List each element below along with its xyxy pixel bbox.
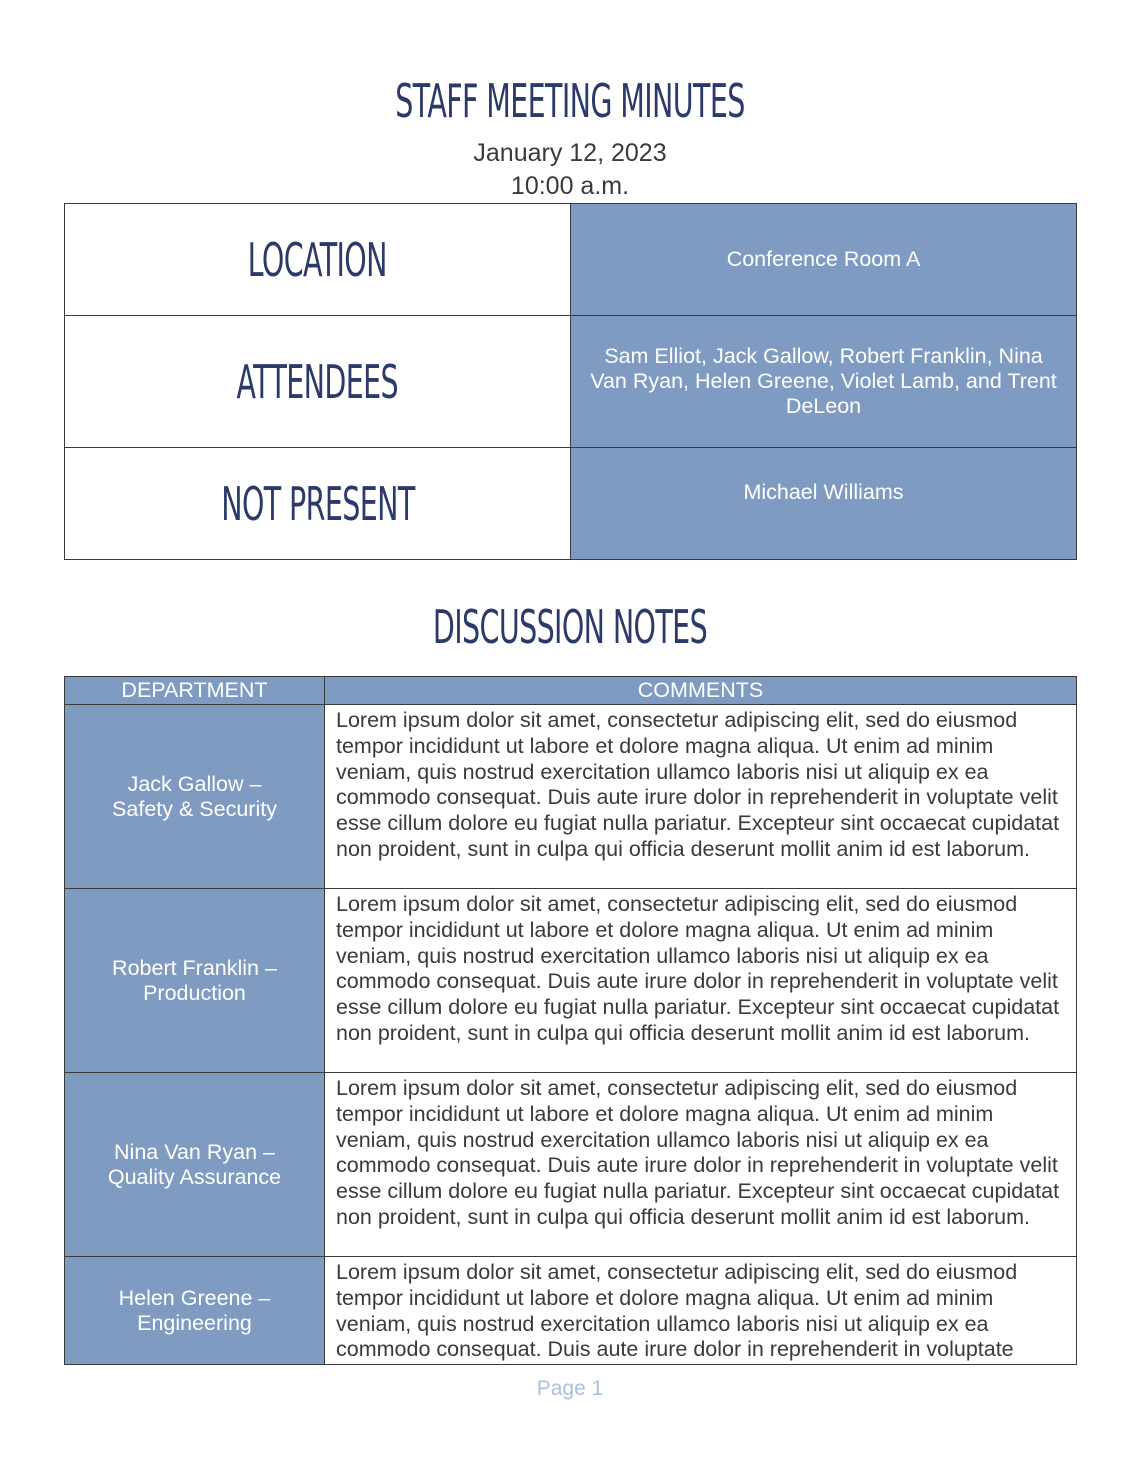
department-cell [65,889,325,1073]
info-label-cell [65,448,571,560]
info-row-not-present [65,448,1077,560]
not-present-value: Michael Williams [571,448,1077,560]
department-name: Robert Franklin – [112,955,277,980]
comment-text: Lorem ipsum dolor sit amet, consectetur adipiscing elit, sed do eiusmod tempor incididunt ut labore et dolore magna aliqua. Ut enim ad minim veniam, quis nostrud exercitation ullamco laboris nisi ut aliquip ex ea commodo consequat. Duis aute irure dolor in reprehenderit in voluptate [336,1260,1018,1362]
department-name: Nina Van Ryan – [114,1139,275,1164]
table-row [65,1257,1077,1365]
column-header-comments: COMMENTS [325,677,1077,705]
discussion-header-row [65,677,1077,705]
discussion-title: DISCUSSION NOTES [432,600,708,654]
department-name: Helen Greene – [118,1285,271,1310]
department-title: Safety & Security [112,796,277,821]
department-title: Quality Assurance [107,1164,282,1189]
comment-cell: Lorem ipsum dolor sit amet, consectetur adipiscing elit, sed do eiusmod tempor incididunt ut labore et dolore magna aliqua. Ut enim ad minim veniam, quis nostrud exercitation ullamco laboris nisi ut aliquip ex ea commodo consequat. Duis aute irure dolor in reprehenderit in voluptate velit esse cillum dolore eu fugiat nulla pariatur. Excepteur sint occaecat cupidatat non proident, sunt in culpa qui officia deserunt mollit anim id est laborum. [325,1073,1077,1257]
location-label: LOCATION [247,232,388,287]
not-present-label: NOT PRESENT [220,476,415,531]
info-label-cell [65,316,571,448]
info-row-location [65,204,1077,316]
comment-cell: Lorem ipsum dolor sit amet, consectetur adipiscing elit, sed do eiusmod tempor incididunt ut labore et dolore magna aliqua. Ut enim ad minim veniam, quis nostrud exercitation ullamco laboris nisi ut aliquip ex ea commodo consequat. Duis aute irure dolor in reprehenderit in voluptate velit esse cillum dolore eu fugiat nulla pariatur. Excepteur sint occaecat cupidatat non proident, sunt in culpa qui officia deserunt mollit anim id est laborum. [325,889,1077,1073]
department-title: Engineering [137,1310,252,1335]
meeting-time: 10:00 a.m. [510,172,630,200]
department-cell [65,1257,325,1365]
comment-cell: Lorem ipsum dolor sit amet, consectetur adipiscing elit, sed do eiusmod tempor incididunt ut labore et dolore magna aliqua. Ut enim ad minim veniam, quis nostrud exercitation ullamco laboris nisi ut aliquip ex ea commodo consequat. Duis aute irure dolor in reprehenderit in voluptate velit esse cillum dolore eu fugiat nulla pariatur. Excepteur sint occaecat cupidatat non proident, sunt in culpa qui officia deserunt mollit anim id est laborum. [325,705,1077,889]
department-title: Production [143,980,246,1005]
page-number: Page 1 [536,1377,604,1400]
department-cell [65,1073,325,1257]
table-row [65,1073,1077,1257]
table-row [65,889,1077,1073]
table-row [65,705,1077,889]
attendees-label: ATTENDEES [236,354,399,409]
location-value: Conference Room A [571,204,1077,316]
column-header-department: DEPARTMENT [65,677,325,705]
meeting-info-table [64,203,1077,560]
comment-cell [325,1257,1077,1365]
attendees-value: Sam Elliot, Jack Gallow, Robert Franklin, Nina Van Ryan, Helen Greene, Violet Lamb, and Trent DeLeon [571,316,1077,448]
department-name: Jack Gallow – [127,771,262,796]
info-row-attendees [65,316,1077,448]
department-cell [65,705,325,889]
page-title: STAFF MEETING MINUTES [395,74,745,128]
meeting-date: January 12, 2023 [473,139,667,167]
info-label-cell [65,204,571,316]
discussion-table [64,676,1077,1365]
